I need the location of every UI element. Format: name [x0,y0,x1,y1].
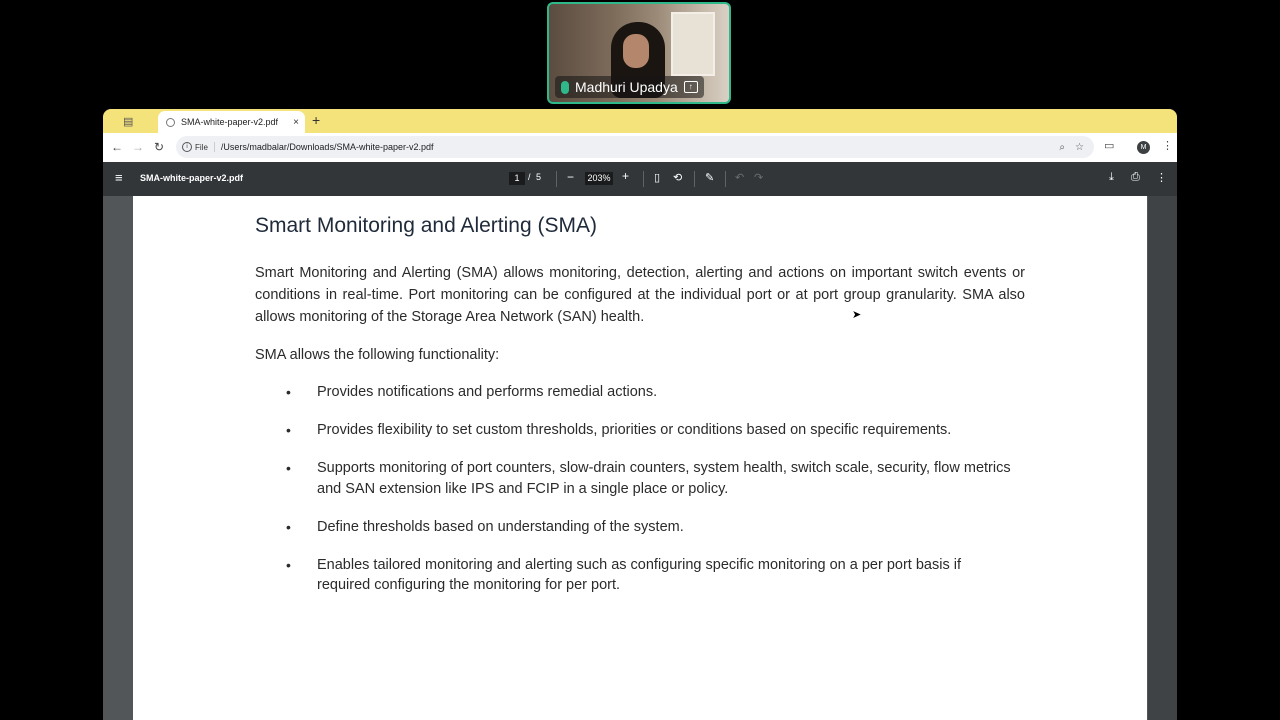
pdf-page[interactable] [133,196,1147,720]
list-item [286,517,1025,538]
zoom-icon[interactable]: ⌕ [1059,141,1066,153]
video-background-window [671,12,715,76]
participant-name: Madhuri Upadya [575,79,678,95]
list-item [286,458,1025,499]
address-bar[interactable] [176,136,1094,158]
intro-paragraph: Smart Monitoring and Alerting (SMA) allows monitoring, detection, alerting and actions on important switch events or conditions in real-time. Port monitoring can be configured at the individual port or at port group granularity. SMA also allows monitoring of the Storage Area Network (SAN) health. [255,265,1025,325]
profile-avatar[interactable]: M [1137,141,1150,154]
functionality-list [255,382,1025,596]
page-number-input[interactable]: 1 [509,172,525,185]
toolbar-divider [725,171,726,187]
microphone-icon [561,81,569,94]
pdf-toolbar [103,162,1177,196]
viewer-scrollbar[interactable] [1148,196,1177,720]
list-item-text: Define thresholds based on understanding of the system. [317,518,684,535]
scheme-label: File [195,142,208,152]
browser-menu-icon[interactable]: ⋮ [1162,140,1173,152]
print-icon[interactable]: ⎙ [1131,171,1140,183]
download-icon[interactable]: ⤓ [1109,171,1114,183]
browser-window [103,109,1177,720]
bullet-icon: • [286,384,291,400]
toolbar-divider [556,171,557,187]
back-arrow-icon[interactable]: ← [111,140,123,154]
bullet-icon: • [286,556,291,573]
redo-icon[interactable]: ↷ [754,172,764,184]
participant-face [623,34,649,68]
fit-page-icon[interactable]: ▯ [654,172,661,184]
globe-icon [166,118,175,127]
pdf-viewer[interactable] [103,196,1177,720]
list-item [286,420,1025,441]
screen-share-icon: ↑ [684,81,698,93]
list-item-text: Supports monitoring of port counters, slow-drain counters, system health, switch scale, security, flow metrics and SAN extension like IPS and FCIP in a single place or policy. [317,460,1011,497]
participant-name-label [555,76,704,98]
browser-toolbar [103,133,1177,162]
list-item [286,555,1025,596]
toolbar-divider [643,171,644,187]
page-separator: / [528,172,531,182]
zoom-out-icon[interactable]: − [567,170,575,184]
info-icon: i [182,142,192,152]
tab-close-icon[interactable]: × [293,116,299,128]
menu-icon[interactable]: ≡ [115,170,123,185]
list-item-text: Provides flexibility to set custom thresholds, priorities or conditions based on specific requirements. [317,422,952,438]
bullet-icon: • [286,518,291,535]
more-icon[interactable]: ⋮ [1156,172,1167,184]
list-item-text: Enables tailored monitoring and alerting such as configuring specific monitoring on a per port basis if required configuring the monitoring for per port. [317,556,961,593]
toolbar-divider [694,171,695,187]
participant-video-tile[interactable] [547,2,731,104]
bookmark-star-icon[interactable]: ☆ [1075,141,1084,153]
site-info-button[interactable] [182,142,215,152]
forward-arrow-icon[interactable]: → [132,140,144,154]
tab-active[interactable] [158,111,305,133]
pdf-filename: SMA-white-paper-v2.pdf [140,173,244,183]
list-item [286,382,1025,403]
total-pages: 5 [536,172,542,182]
zoom-level-input[interactable]: 203% [585,172,613,185]
new-tab-icon[interactable]: + [312,112,321,128]
annotate-icon[interactable]: ✎ [705,172,715,184]
undo-icon[interactable]: ↶ [735,172,745,184]
mouse-cursor-icon: ➤ [852,309,862,321]
url-text[interactable]: /Users/madbalar/Downloads/SMA-white-paper-v2.pdf [220,142,434,152]
document-content [255,214,1025,613]
reload-icon[interactable]: ↻ [154,140,165,154]
rotate-icon[interactable]: ⟲ [673,172,683,184]
tab-search-icon[interactable]: ▤ [123,116,134,128]
tab-title: SMA-white-paper-v2.pdf [181,117,279,127]
bullet-icon: • [286,422,291,438]
bullet-icon: • [286,460,291,476]
cast-icon[interactable]: ▭ [1104,140,1115,152]
functionality-intro: SMA allows the following functionality: [255,347,500,363]
zoom-in-icon[interactable]: + [622,169,630,183]
document-heading: Smart Monitoring and Alerting (SMA) [255,214,597,237]
list-item-text: Provides notifications and performs remedial actions. [317,384,658,400]
tab-strip [103,109,1177,133]
